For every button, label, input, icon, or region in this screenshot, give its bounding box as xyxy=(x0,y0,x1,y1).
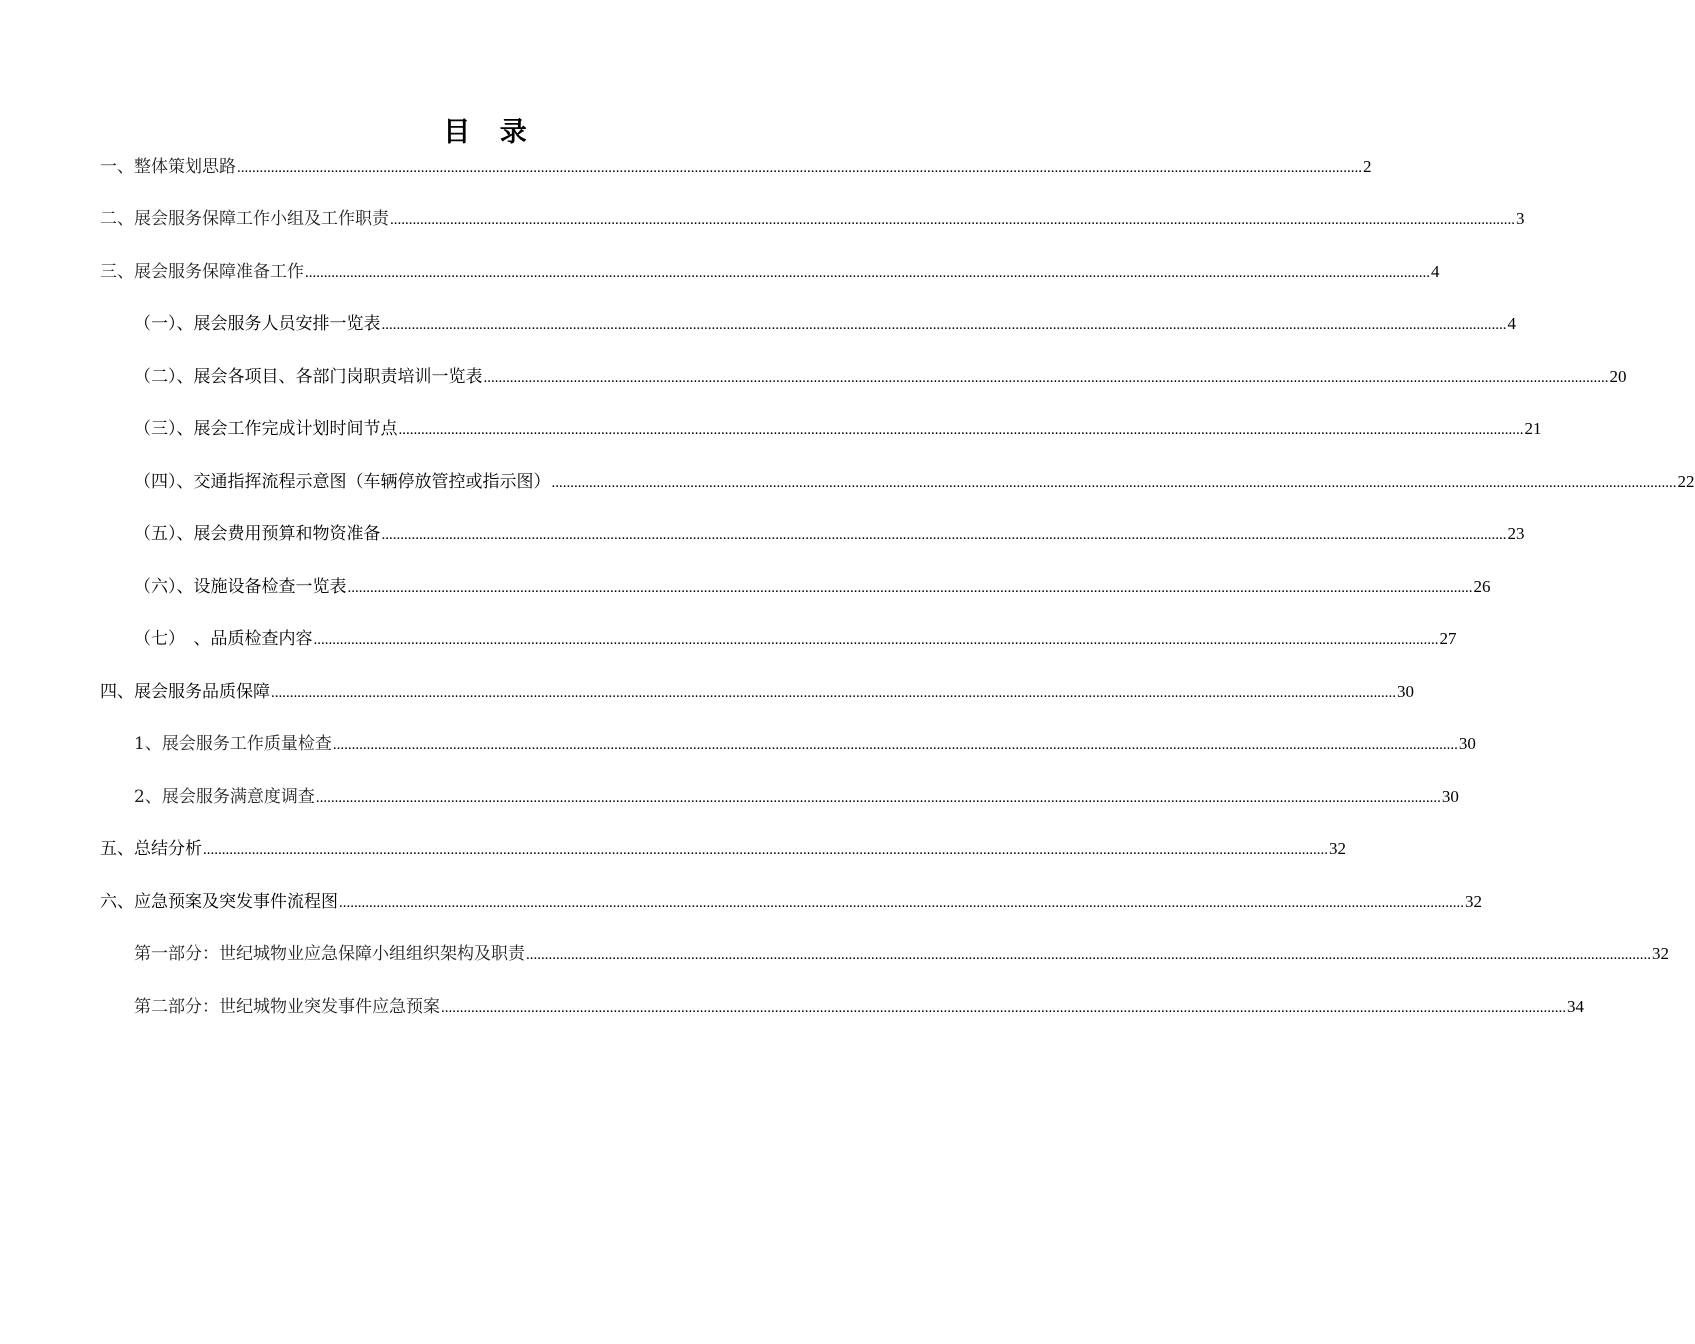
toc-entry-page: 4 xyxy=(1507,314,1516,333)
toc-entry-label: 三、展会服务保障准备工作 xyxy=(100,262,304,282)
toc-entry-label: 1、展会服务工作质量检查 xyxy=(134,734,332,754)
toc-entry[interactable] xyxy=(100,257,1440,287)
toc-leader: ............................................................................................................................................................................................................................................................................................................ xyxy=(313,632,1439,648)
toc-leader: ............................................................................................................................................................................................................................................................................................................ xyxy=(339,895,1464,911)
toc-entry-page: 30 xyxy=(1441,787,1459,806)
toc-entry-label: 二、展会服务保障工作小组及工作职责 xyxy=(100,209,389,229)
toc-entry-page: 4 xyxy=(1431,262,1440,281)
toc-entry-page: 21 xyxy=(1524,419,1542,438)
toc-entry-page: 2 xyxy=(1363,157,1372,176)
toc-leader: ............................................................................................................................................................................................................................................................................................................ xyxy=(203,842,1328,858)
toc-entry-page: 23 xyxy=(1507,524,1525,543)
toc-entry-page: 22 xyxy=(1677,472,1695,491)
toc-entry[interactable] xyxy=(134,309,1516,339)
toc-entry-label: 五、总结分析 xyxy=(100,839,202,859)
toc-entry-label: 一、整体策划思路 xyxy=(100,157,236,177)
toc-entry-page: 27 xyxy=(1439,629,1457,648)
toc-entry[interactable] xyxy=(134,729,1476,759)
toc-entry[interactable] xyxy=(134,467,1695,497)
toc-entry-page: 32 xyxy=(1465,892,1482,911)
toc-entry[interactable] xyxy=(100,152,1372,182)
toc-entry[interactable] xyxy=(134,624,1457,654)
toc-entry[interactable] xyxy=(134,572,1491,602)
toc-entry-label: 四、展会服务品质保障 xyxy=(100,682,270,702)
toc-entry[interactable] xyxy=(134,519,1525,549)
toc-entry[interactable] xyxy=(100,204,1525,234)
toc-leader: ............................................................................................................................................................................................................................................................................................................ xyxy=(305,265,1430,281)
toc-leader: ............................................................................................................................................................................................................................................................................................................ xyxy=(381,527,1507,543)
toc-entry-label: （七） 、品质检查内容 xyxy=(134,629,313,649)
toc-entry-page: 32 xyxy=(1652,944,1669,963)
toc-leader: ............................................................................................................................................................................................................................................................................................................ xyxy=(526,947,1651,963)
toc-leader: ............................................................................................................................................................................................................................................................................................................ xyxy=(271,685,1396,701)
toc-entry-label: （四）、交通指挥流程示意图（车辆停放管控或指示图） xyxy=(134,472,551,492)
toc-entry-label: （六）、设施设备检查一览表 xyxy=(134,577,347,597)
toc-entry-page: 30 xyxy=(1397,682,1414,701)
toc-entry-label: 第一部分：世纪城物业应急保障小组组织架构及职责 xyxy=(134,944,525,964)
toc-leader: ............................................................................................................................................................................................................................................................................................................ xyxy=(381,317,1507,333)
toc-title: 目 录 xyxy=(443,117,537,148)
toc-entry[interactable] xyxy=(100,887,1482,917)
toc-leader: ............................................................................................................................................................................................................................................................................................................ xyxy=(551,475,1677,491)
toc-leader: ............................................................................................................................................................................................................................................................................................................ xyxy=(398,422,1524,438)
toc-leader: ............................................................................................................................................................................................................................................................................................................ xyxy=(347,580,1473,596)
toc-entry-label: （五）、展会费用预算和物资准备 xyxy=(134,524,381,544)
toc-entry-label: （三）、展会工作完成计划时间节点 xyxy=(134,419,398,439)
toc-entry-page: 26 xyxy=(1473,577,1491,596)
toc-leader: ............................................................................................................................................................................................................................................................................................................ xyxy=(390,212,1515,228)
toc-leader: ............................................................................................................................................................................................................................................................................................................ xyxy=(483,370,1609,386)
toc-entry-page: 30 xyxy=(1458,734,1476,753)
toc-leader: ............................................................................................................................................................................................................................................................................................................ xyxy=(315,790,1441,806)
toc-entry[interactable] xyxy=(134,992,1584,1022)
toc-entry[interactable] xyxy=(134,782,1459,812)
toc-entry-label: 第二部分：世纪城物业突发事件应急预案 xyxy=(134,997,440,1017)
toc-entry-page: 3 xyxy=(1516,209,1525,228)
toc-entry[interactable] xyxy=(100,677,1414,707)
toc-leader: ............................................................................................................................................................................................................................................................................................................ xyxy=(237,160,1362,176)
toc-entry[interactable] xyxy=(100,834,1346,864)
toc-entry-label: （二）、展会各项目、各部门岗职责培训一览表 xyxy=(134,367,483,387)
toc-entry[interactable] xyxy=(134,939,1669,969)
toc-entry-label: （一）、展会服务人员安排一览表 xyxy=(134,314,381,334)
toc-entry-label: 六、应急预案及突发事件流程图 xyxy=(100,892,338,912)
toc-entry-page: 34 xyxy=(1567,997,1584,1016)
toc-entry-label: 2、展会服务满意度调查 xyxy=(134,787,315,807)
toc-entry-page: 32 xyxy=(1329,839,1346,858)
toc-leader: ............................................................................................................................................................................................................................................................................................................ xyxy=(332,737,1458,753)
toc-entry[interactable] xyxy=(134,414,1542,444)
toc-entry-page: 20 xyxy=(1609,367,1627,386)
toc-entry[interactable] xyxy=(134,362,1627,392)
toc-leader: ............................................................................................................................................................................................................................................................................................................ xyxy=(441,1000,1566,1016)
